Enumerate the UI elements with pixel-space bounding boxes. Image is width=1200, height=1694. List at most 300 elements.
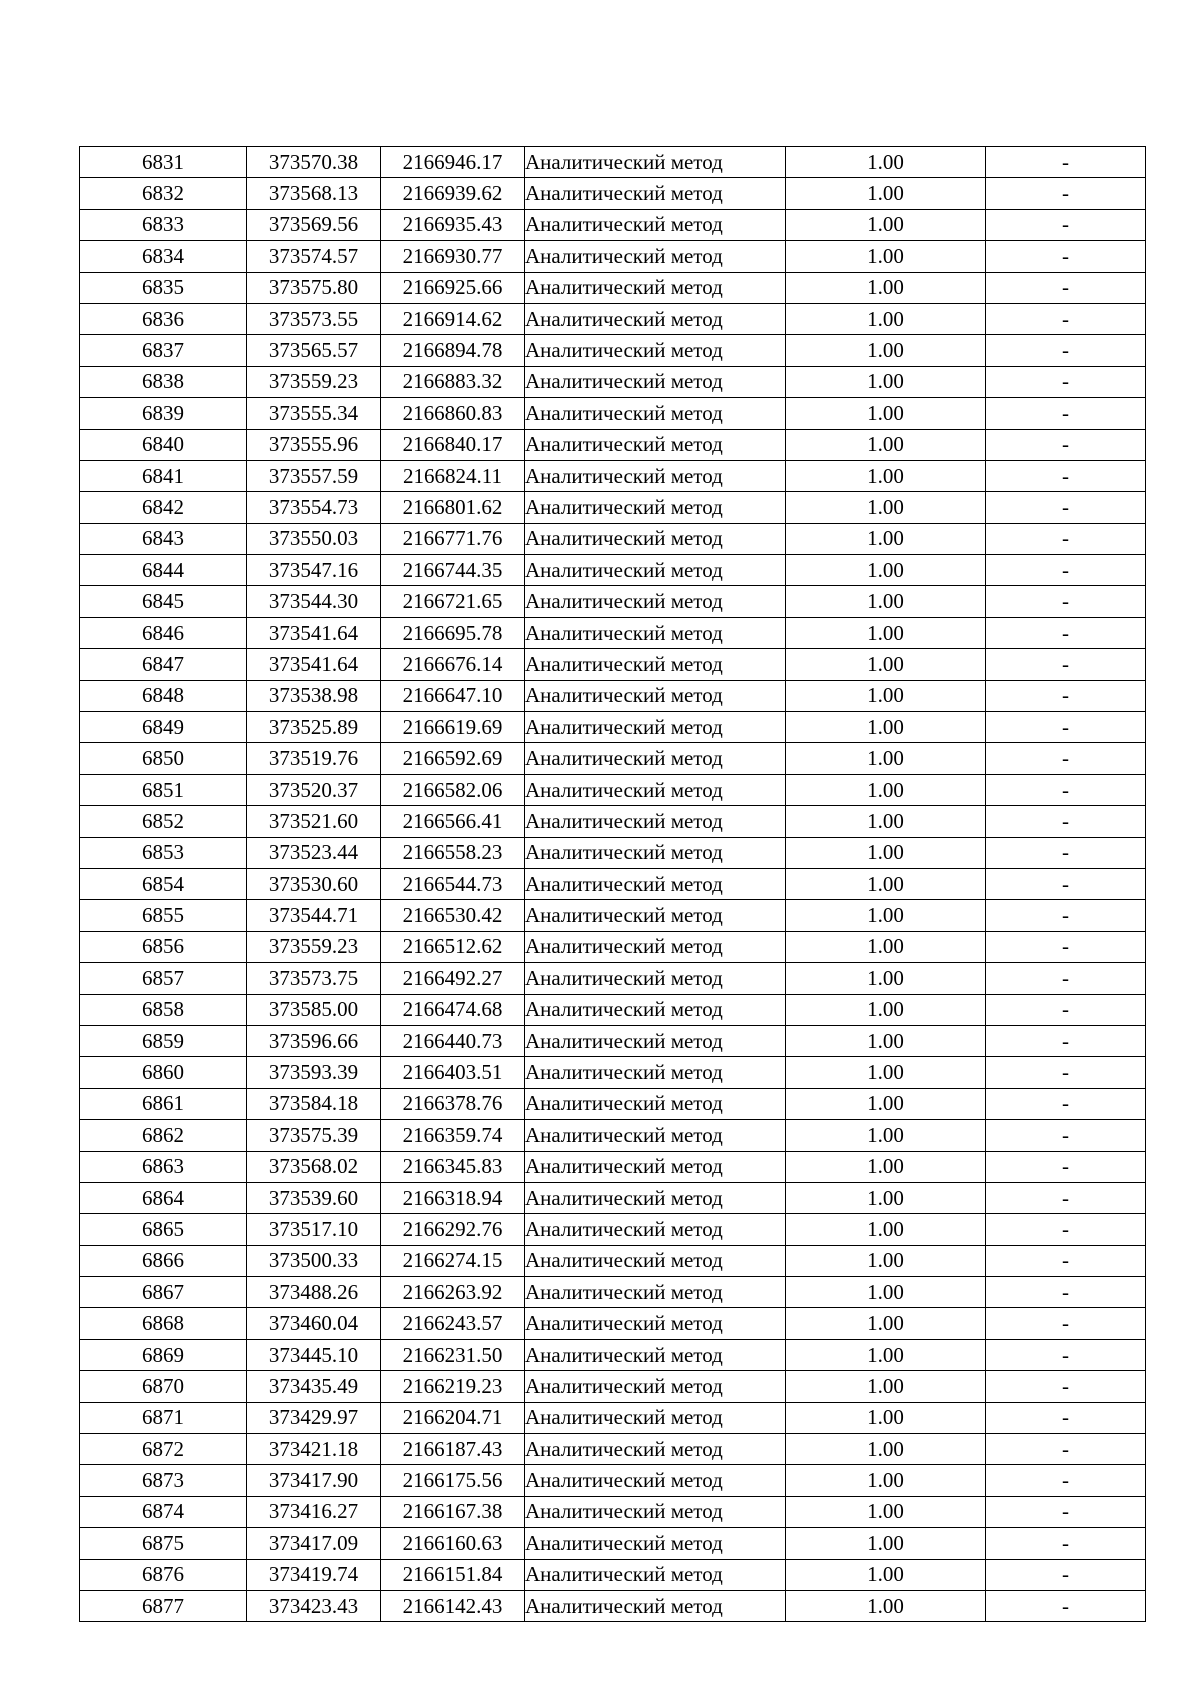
table-row (80, 743, 1146, 774)
table-row (80, 1057, 1146, 1088)
note-cell: - (986, 1528, 1146, 1559)
y-coordinate-cell: 2166345.83 (381, 1151, 525, 1182)
note-cell: - (986, 209, 1146, 240)
table-row (80, 1339, 1146, 1370)
point-number-cell: 6844 (80, 555, 247, 586)
x-coordinate-cell: 373541.64 (247, 649, 381, 680)
accuracy-cell: 1.00 (786, 1214, 986, 1245)
y-coordinate-cell: 2166939.62 (381, 178, 525, 209)
method-cell: Аналитический метод (525, 1402, 786, 1433)
table-row (80, 649, 1146, 680)
table-row (80, 837, 1146, 868)
method-cell: Аналитический метод (525, 1182, 786, 1213)
coordinates-table-body (80, 147, 1146, 1622)
table-row (80, 1120, 1146, 1151)
note-cell: - (986, 712, 1146, 743)
y-coordinate-cell: 2166231.50 (381, 1339, 525, 1370)
table-row (80, 1590, 1146, 1621)
y-coordinate-cell: 2166204.71 (381, 1402, 525, 1433)
accuracy-cell: 1.00 (786, 1496, 986, 1527)
method-cell: Аналитический метод (525, 1214, 786, 1245)
table-row (80, 1245, 1146, 1276)
note-cell: - (986, 837, 1146, 868)
accuracy-cell: 1.00 (786, 1465, 986, 1496)
method-cell: Аналитический метод (525, 931, 786, 962)
point-number-cell: 6831 (80, 147, 247, 178)
accuracy-cell: 1.00 (786, 649, 986, 680)
y-coordinate-cell: 2166160.63 (381, 1528, 525, 1559)
x-coordinate-cell: 373517.10 (247, 1214, 381, 1245)
accuracy-cell: 1.00 (786, 680, 986, 711)
point-number-cell: 6837 (80, 335, 247, 366)
note-cell: - (986, 1371, 1146, 1402)
note-cell: - (986, 743, 1146, 774)
accuracy-cell: 1.00 (786, 1245, 986, 1276)
point-number-cell: 6871 (80, 1402, 247, 1433)
x-coordinate-cell: 373550.03 (247, 523, 381, 554)
note-cell: - (986, 147, 1146, 178)
note-cell: - (986, 900, 1146, 931)
point-number-cell: 6869 (80, 1339, 247, 1370)
accuracy-cell: 1.00 (786, 1528, 986, 1559)
accuracy-cell: 1.00 (786, 1057, 986, 1088)
accuracy-cell: 1.00 (786, 806, 986, 837)
accuracy-cell: 1.00 (786, 1339, 986, 1370)
note-cell: - (986, 649, 1146, 680)
y-coordinate-cell: 2166359.74 (381, 1120, 525, 1151)
note-cell: - (986, 1245, 1146, 1276)
table-row (80, 492, 1146, 523)
accuracy-cell: 1.00 (786, 1120, 986, 1151)
accuracy-cell: 1.00 (786, 1308, 986, 1339)
x-coordinate-cell: 373596.66 (247, 1025, 381, 1056)
x-coordinate-cell: 373523.44 (247, 837, 381, 868)
x-coordinate-cell: 373575.80 (247, 272, 381, 303)
point-number-cell: 6850 (80, 743, 247, 774)
point-number-cell: 6857 (80, 963, 247, 994)
y-coordinate-cell: 2166558.23 (381, 837, 525, 868)
table-row (80, 994, 1146, 1025)
note-cell: - (986, 1590, 1146, 1621)
method-cell: Аналитический метод (525, 1496, 786, 1527)
x-coordinate-cell: 373460.04 (247, 1308, 381, 1339)
accuracy-cell: 1.00 (786, 1559, 986, 1590)
method-cell: Аналитический метод (525, 1277, 786, 1308)
method-cell: Аналитический метод (525, 1590, 786, 1621)
point-number-cell: 6840 (80, 429, 247, 460)
table-row (80, 1214, 1146, 1245)
point-number-cell: 6853 (80, 837, 247, 868)
method-cell: Аналитический метод (525, 272, 786, 303)
accuracy-cell: 1.00 (786, 178, 986, 209)
table-row (80, 460, 1146, 491)
y-coordinate-cell: 2166530.42 (381, 900, 525, 931)
table-row (80, 1182, 1146, 1213)
accuracy-cell: 1.00 (786, 994, 986, 1025)
point-number-cell: 6877 (80, 1590, 247, 1621)
y-coordinate-cell: 2166721.65 (381, 586, 525, 617)
accuracy-cell: 1.00 (786, 868, 986, 899)
table-row (80, 366, 1146, 397)
x-coordinate-cell: 373488.26 (247, 1277, 381, 1308)
x-coordinate-cell: 373573.75 (247, 963, 381, 994)
method-cell: Аналитический метод (525, 837, 786, 868)
note-cell: - (986, 1057, 1146, 1088)
x-coordinate-cell: 373584.18 (247, 1088, 381, 1119)
x-coordinate-cell: 373547.16 (247, 555, 381, 586)
table-row (80, 1465, 1146, 1496)
note-cell: - (986, 1496, 1146, 1527)
method-cell: Аналитический метод (525, 774, 786, 805)
point-number-cell: 6863 (80, 1151, 247, 1182)
table-row (80, 303, 1146, 334)
accuracy-cell: 1.00 (786, 555, 986, 586)
note-cell: - (986, 1151, 1146, 1182)
y-coordinate-cell: 2166219.23 (381, 1371, 525, 1402)
table-row (80, 178, 1146, 209)
point-number-cell: 6867 (80, 1277, 247, 1308)
note-cell: - (986, 366, 1146, 397)
point-number-cell: 6858 (80, 994, 247, 1025)
x-coordinate-cell: 373573.55 (247, 303, 381, 334)
note-cell: - (986, 1434, 1146, 1465)
y-coordinate-cell: 2166840.17 (381, 429, 525, 460)
point-number-cell: 6845 (80, 586, 247, 617)
method-cell: Аналитический метод (525, 366, 786, 397)
method-cell: Аналитический метод (525, 900, 786, 931)
y-coordinate-cell: 2166492.27 (381, 963, 525, 994)
accuracy-cell: 1.00 (786, 209, 986, 240)
method-cell: Аналитический метод (525, 1434, 786, 1465)
method-cell: Аналитический метод (525, 1339, 786, 1370)
table-row (80, 1025, 1146, 1056)
accuracy-cell: 1.00 (786, 303, 986, 334)
point-number-cell: 6843 (80, 523, 247, 554)
table-row (80, 680, 1146, 711)
y-coordinate-cell: 2166695.78 (381, 617, 525, 648)
method-cell: Аналитический метод (525, 963, 786, 994)
y-coordinate-cell: 2166647.10 (381, 680, 525, 711)
table-row (80, 963, 1146, 994)
x-coordinate-cell: 373568.13 (247, 178, 381, 209)
x-coordinate-cell: 373559.23 (247, 366, 381, 397)
x-coordinate-cell: 373423.43 (247, 1590, 381, 1621)
x-coordinate-cell: 373421.18 (247, 1434, 381, 1465)
point-number-cell: 6836 (80, 303, 247, 334)
x-coordinate-cell: 373539.60 (247, 1182, 381, 1213)
table-row (80, 712, 1146, 743)
note-cell: - (986, 806, 1146, 837)
y-coordinate-cell: 2166860.83 (381, 398, 525, 429)
method-cell: Аналитический метод (525, 241, 786, 272)
x-coordinate-cell: 373445.10 (247, 1339, 381, 1370)
note-cell: - (986, 586, 1146, 617)
y-coordinate-cell: 2166544.73 (381, 868, 525, 899)
table-row (80, 555, 1146, 586)
note-cell: - (986, 492, 1146, 523)
method-cell: Аналитический метод (525, 1528, 786, 1559)
point-number-cell: 6874 (80, 1496, 247, 1527)
method-cell: Аналитический метод (525, 398, 786, 429)
y-coordinate-cell: 2166187.43 (381, 1434, 525, 1465)
table-row (80, 1151, 1146, 1182)
x-coordinate-cell: 373435.49 (247, 1371, 381, 1402)
y-coordinate-cell: 2166243.57 (381, 1308, 525, 1339)
point-number-cell: 6834 (80, 241, 247, 272)
x-coordinate-cell: 373570.38 (247, 147, 381, 178)
accuracy-cell: 1.00 (786, 1025, 986, 1056)
table-row (80, 241, 1146, 272)
accuracy-cell: 1.00 (786, 492, 986, 523)
x-coordinate-cell: 373593.39 (247, 1057, 381, 1088)
x-coordinate-cell: 373519.76 (247, 743, 381, 774)
y-coordinate-cell: 2166582.06 (381, 774, 525, 805)
point-number-cell: 6870 (80, 1371, 247, 1402)
x-coordinate-cell: 373416.27 (247, 1496, 381, 1527)
accuracy-cell: 1.00 (786, 429, 986, 460)
y-coordinate-cell: 2166619.69 (381, 712, 525, 743)
note-cell: - (986, 303, 1146, 334)
x-coordinate-cell: 373568.02 (247, 1151, 381, 1182)
point-number-cell: 6864 (80, 1182, 247, 1213)
table-row (80, 272, 1146, 303)
point-number-cell: 6872 (80, 1434, 247, 1465)
accuracy-cell: 1.00 (786, 743, 986, 774)
point-number-cell: 6838 (80, 366, 247, 397)
note-cell: - (986, 523, 1146, 554)
note-cell: - (986, 272, 1146, 303)
y-coordinate-cell: 2166440.73 (381, 1025, 525, 1056)
method-cell: Аналитический метод (525, 1120, 786, 1151)
accuracy-cell: 1.00 (786, 1182, 986, 1213)
method-cell: Аналитический метод (525, 680, 786, 711)
point-number-cell: 6859 (80, 1025, 247, 1056)
note-cell: - (986, 1214, 1146, 1245)
x-coordinate-cell: 373541.64 (247, 617, 381, 648)
x-coordinate-cell: 373554.73 (247, 492, 381, 523)
x-coordinate-cell: 373417.09 (247, 1528, 381, 1559)
table-row (80, 1528, 1146, 1559)
method-cell: Аналитический метод (525, 586, 786, 617)
x-coordinate-cell: 373525.89 (247, 712, 381, 743)
method-cell: Аналитический метод (525, 994, 786, 1025)
method-cell: Аналитический метод (525, 1151, 786, 1182)
method-cell: Аналитический метод (525, 743, 786, 774)
method-cell: Аналитический метод (525, 617, 786, 648)
x-coordinate-cell: 373417.90 (247, 1465, 381, 1496)
method-cell: Аналитический метод (525, 1371, 786, 1402)
accuracy-cell: 1.00 (786, 1277, 986, 1308)
method-cell: Аналитический метод (525, 178, 786, 209)
y-coordinate-cell: 2166167.38 (381, 1496, 525, 1527)
point-number-cell: 6848 (80, 680, 247, 711)
table-row (80, 617, 1146, 648)
table-row (80, 1088, 1146, 1119)
y-coordinate-cell: 2166274.15 (381, 1245, 525, 1276)
accuracy-cell: 1.00 (786, 366, 986, 397)
point-number-cell: 6832 (80, 178, 247, 209)
method-cell: Аналитический метод (525, 806, 786, 837)
method-cell: Аналитический метод (525, 1559, 786, 1590)
note-cell: - (986, 1025, 1146, 1056)
point-number-cell: 6842 (80, 492, 247, 523)
method-cell: Аналитический метод (525, 1245, 786, 1276)
point-number-cell: 6861 (80, 1088, 247, 1119)
y-coordinate-cell: 2166175.56 (381, 1465, 525, 1496)
y-coordinate-cell: 2166930.77 (381, 241, 525, 272)
y-coordinate-cell: 2166403.51 (381, 1057, 525, 1088)
note-cell: - (986, 1088, 1146, 1119)
note-cell: - (986, 680, 1146, 711)
table-row (80, 1308, 1146, 1339)
note-cell: - (986, 1308, 1146, 1339)
table-row (80, 1496, 1146, 1527)
note-cell: - (986, 1339, 1146, 1370)
accuracy-cell: 1.00 (786, 272, 986, 303)
y-coordinate-cell: 2166151.84 (381, 1559, 525, 1590)
y-coordinate-cell: 2166676.14 (381, 649, 525, 680)
table-row (80, 1371, 1146, 1402)
note-cell: - (986, 398, 1146, 429)
coordinates-table (79, 146, 1146, 1622)
y-coordinate-cell: 2166744.35 (381, 555, 525, 586)
accuracy-cell: 1.00 (786, 523, 986, 554)
note-cell: - (986, 931, 1146, 962)
note-cell: - (986, 335, 1146, 366)
x-coordinate-cell: 373585.00 (247, 994, 381, 1025)
method-cell: Аналитический метод (525, 712, 786, 743)
accuracy-cell: 1.00 (786, 586, 986, 617)
accuracy-cell: 1.00 (786, 900, 986, 931)
table-row (80, 1402, 1146, 1433)
y-coordinate-cell: 2166801.62 (381, 492, 525, 523)
note-cell: - (986, 429, 1146, 460)
y-coordinate-cell: 2166592.69 (381, 743, 525, 774)
point-number-cell: 6868 (80, 1308, 247, 1339)
method-cell: Аналитический метод (525, 523, 786, 554)
method-cell: Аналитический метод (525, 868, 786, 899)
table-row (80, 209, 1146, 240)
note-cell: - (986, 617, 1146, 648)
table-row (80, 586, 1146, 617)
note-cell: - (986, 178, 1146, 209)
method-cell: Аналитический метод (525, 460, 786, 491)
method-cell: Аналитический метод (525, 1308, 786, 1339)
note-cell: - (986, 963, 1146, 994)
accuracy-cell: 1.00 (786, 1434, 986, 1465)
method-cell: Аналитический метод (525, 303, 786, 334)
x-coordinate-cell: 373569.56 (247, 209, 381, 240)
accuracy-cell: 1.00 (786, 617, 986, 648)
accuracy-cell: 1.00 (786, 398, 986, 429)
note-cell: - (986, 555, 1146, 586)
table-row (80, 335, 1146, 366)
point-number-cell: 6852 (80, 806, 247, 837)
point-number-cell: 6862 (80, 1120, 247, 1151)
y-coordinate-cell: 2166142.43 (381, 1590, 525, 1621)
y-coordinate-cell: 2166474.68 (381, 994, 525, 1025)
x-coordinate-cell: 373574.57 (247, 241, 381, 272)
method-cell: Аналитический метод (525, 1465, 786, 1496)
note-cell: - (986, 1120, 1146, 1151)
y-coordinate-cell: 2166894.78 (381, 335, 525, 366)
point-number-cell: 6855 (80, 900, 247, 931)
point-number-cell: 6833 (80, 209, 247, 240)
method-cell: Аналитический метод (525, 335, 786, 366)
table-row (80, 806, 1146, 837)
y-coordinate-cell: 2166914.62 (381, 303, 525, 334)
y-coordinate-cell: 2166318.94 (381, 1182, 525, 1213)
method-cell: Аналитический метод (525, 555, 786, 586)
table-row (80, 1277, 1146, 1308)
x-coordinate-cell: 373575.39 (247, 1120, 381, 1151)
point-number-cell: 6835 (80, 272, 247, 303)
accuracy-cell: 1.00 (786, 335, 986, 366)
table-row (80, 774, 1146, 805)
point-number-cell: 6849 (80, 712, 247, 743)
y-coordinate-cell: 2166378.76 (381, 1088, 525, 1119)
table-row (80, 429, 1146, 460)
accuracy-cell: 1.00 (786, 931, 986, 962)
accuracy-cell: 1.00 (786, 460, 986, 491)
y-coordinate-cell: 2166935.43 (381, 209, 525, 240)
table-row (80, 523, 1146, 554)
y-coordinate-cell: 2166925.66 (381, 272, 525, 303)
y-coordinate-cell: 2166771.76 (381, 523, 525, 554)
y-coordinate-cell: 2166512.62 (381, 931, 525, 962)
y-coordinate-cell: 2166883.32 (381, 366, 525, 397)
table-row (80, 868, 1146, 899)
method-cell: Аналитический метод (525, 147, 786, 178)
x-coordinate-cell: 373544.71 (247, 900, 381, 931)
table-row (80, 1434, 1146, 1465)
point-number-cell: 6873 (80, 1465, 247, 1496)
method-cell: Аналитический метод (525, 492, 786, 523)
x-coordinate-cell: 373521.60 (247, 806, 381, 837)
y-coordinate-cell: 2166263.92 (381, 1277, 525, 1308)
note-cell: - (986, 774, 1146, 805)
accuracy-cell: 1.00 (786, 1371, 986, 1402)
y-coordinate-cell: 2166292.76 (381, 1214, 525, 1245)
table-row (80, 1559, 1146, 1590)
point-number-cell: 6841 (80, 460, 247, 491)
point-number-cell: 6866 (80, 1245, 247, 1276)
accuracy-cell: 1.00 (786, 1590, 986, 1621)
accuracy-cell: 1.00 (786, 1151, 986, 1182)
point-number-cell: 6865 (80, 1214, 247, 1245)
note-cell: - (986, 1465, 1146, 1496)
point-number-cell: 6875 (80, 1528, 247, 1559)
method-cell: Аналитический метод (525, 209, 786, 240)
x-coordinate-cell: 373544.30 (247, 586, 381, 617)
x-coordinate-cell: 373555.34 (247, 398, 381, 429)
point-number-cell: 6860 (80, 1057, 247, 1088)
x-coordinate-cell: 373500.33 (247, 1245, 381, 1276)
x-coordinate-cell: 373555.96 (247, 429, 381, 460)
note-cell: - (986, 868, 1146, 899)
x-coordinate-cell: 373419.74 (247, 1559, 381, 1590)
accuracy-cell: 1.00 (786, 241, 986, 272)
accuracy-cell: 1.00 (786, 712, 986, 743)
note-cell: - (986, 460, 1146, 491)
x-coordinate-cell: 373557.59 (247, 460, 381, 491)
note-cell: - (986, 1277, 1146, 1308)
method-cell: Аналитический метод (525, 1088, 786, 1119)
accuracy-cell: 1.00 (786, 774, 986, 805)
note-cell: - (986, 994, 1146, 1025)
method-cell: Аналитический метод (525, 1025, 786, 1056)
note-cell: - (986, 1559, 1146, 1590)
